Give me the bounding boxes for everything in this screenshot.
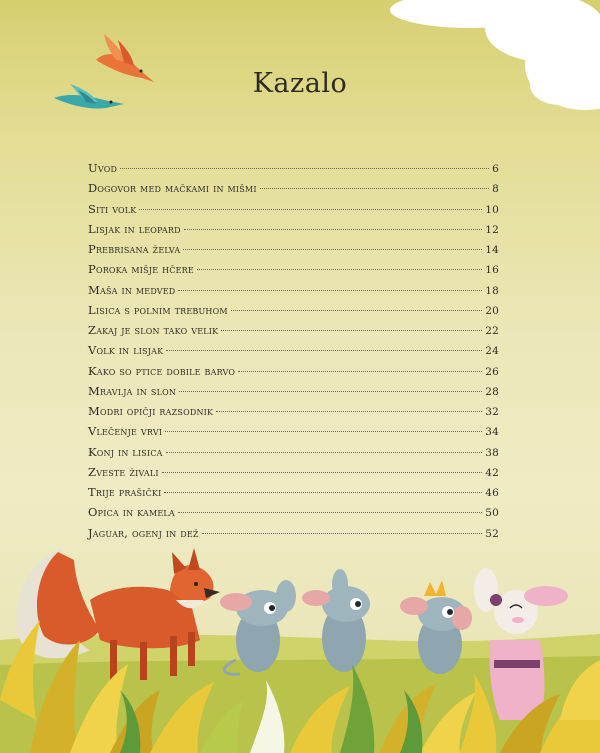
toc-entry-page: 32 bbox=[485, 406, 499, 418]
toc-entry bbox=[88, 343, 499, 363]
toc-entry-page: 6 bbox=[492, 163, 499, 175]
toc-entry bbox=[88, 505, 499, 525]
toc-leader-dots bbox=[165, 431, 482, 432]
toc-entry-title: Trije prašički bbox=[88, 485, 162, 499]
toc-entry-title: Lisica s polnim trebuhom bbox=[88, 302, 228, 317]
toc-entry-title: Kako so ptice dobile barvo bbox=[88, 363, 236, 378]
toc-leader-dots bbox=[164, 492, 482, 493]
toc-entry-page: 20 bbox=[485, 304, 499, 317]
toc-entry-page: 50 bbox=[485, 507, 499, 520]
toc-entry-page: 28 bbox=[485, 385, 499, 398]
toc-entry bbox=[88, 303, 499, 323]
toc-entry-title: Dogovor med mačkami in mišmi bbox=[88, 181, 257, 196]
toc-leader-dots bbox=[166, 452, 483, 453]
toc-entry bbox=[88, 364, 499, 384]
toc-entry-title: Lisjak in leopard bbox=[88, 221, 181, 236]
toc-entry-title: Zakaj je slon tako velik bbox=[88, 323, 219, 337]
toc-leader-dots bbox=[238, 371, 482, 372]
toc-entry bbox=[88, 283, 499, 303]
toc-entry-page: 26 bbox=[485, 365, 499, 378]
toc-leader-dots bbox=[162, 472, 483, 473]
toc-entry-page: 8 bbox=[492, 183, 499, 196]
toc-entry-page: 22 bbox=[485, 325, 499, 337]
toc-entry-title: Modri opičji razsodnik bbox=[88, 404, 214, 418]
toc-entry-title: Uvod bbox=[88, 161, 118, 175]
toc-leader-dots bbox=[184, 229, 483, 230]
toc-entry-title: Siti volk bbox=[88, 201, 137, 216]
toc-entry bbox=[88, 526, 499, 546]
toc-entry bbox=[88, 465, 499, 485]
toc-leader-dots bbox=[179, 391, 482, 392]
toc-entry-title: Poroka mišje hčere bbox=[88, 262, 194, 277]
toc-leader-dots bbox=[120, 168, 489, 169]
toc-entry-page: 24 bbox=[485, 345, 499, 358]
toc-entry bbox=[88, 181, 499, 201]
table-of-contents bbox=[88, 161, 499, 546]
toc-entry-title: Zveste živali bbox=[88, 464, 159, 479]
toc-leader-dots bbox=[231, 310, 482, 311]
toc-entry bbox=[88, 222, 499, 242]
toc-entry-title: Volk in lisjak bbox=[88, 343, 164, 358]
toc-entry-page: 18 bbox=[485, 284, 499, 297]
toc-leader-dots bbox=[139, 209, 482, 210]
toc-leader-dots bbox=[183, 249, 482, 250]
toc-entry-page: 46 bbox=[485, 487, 499, 499]
toc-entry bbox=[88, 445, 499, 465]
toc-entry-page: 42 bbox=[485, 466, 499, 479]
toc-entry-title: Maša in medved bbox=[88, 282, 176, 297]
toc-entry bbox=[88, 323, 499, 343]
toc-leader-dots bbox=[166, 350, 482, 351]
toc-entry-page: 12 bbox=[485, 223, 499, 236]
toc-entry bbox=[88, 485, 499, 505]
toc-leader-dots bbox=[197, 269, 482, 270]
toc-entry-page: 38 bbox=[485, 446, 499, 459]
toc-entry-page: 52 bbox=[485, 527, 499, 540]
toc-entry-page: 14 bbox=[485, 244, 499, 256]
toc-entry-title: Vlečenje vrvi bbox=[88, 424, 163, 439]
toc-leader-dots bbox=[260, 188, 489, 189]
toc-entry-title: Konj in lisica bbox=[88, 444, 163, 459]
toc-entry bbox=[88, 161, 499, 181]
toc-entry-page: 16 bbox=[485, 264, 499, 277]
toc-entry-title: Opica in kamela bbox=[88, 505, 175, 520]
toc-leader-dots bbox=[216, 411, 482, 412]
toc-leader-dots bbox=[178, 290, 482, 291]
toc-entry bbox=[88, 404, 499, 424]
toc-entry bbox=[88, 384, 499, 404]
page-title: Kazalo bbox=[252, 68, 348, 99]
toc-leader-dots bbox=[202, 533, 483, 534]
toc-entry bbox=[88, 424, 499, 444]
toc-entry-title: Prebrisana želva bbox=[88, 242, 181, 256]
toc-entry bbox=[88, 242, 499, 262]
toc-entry-title: Mravlja in slon bbox=[88, 383, 177, 398]
toc-leader-dots bbox=[221, 330, 482, 331]
toc-entry bbox=[88, 202, 499, 222]
toc-entry-page: 10 bbox=[485, 203, 499, 216]
toc-leader-dots bbox=[178, 512, 482, 513]
toc-entry-page: 34 bbox=[485, 426, 499, 439]
toc-entry bbox=[88, 262, 499, 282]
toc-entry-title: Jaguar, ogenj in dež bbox=[88, 525, 199, 540]
